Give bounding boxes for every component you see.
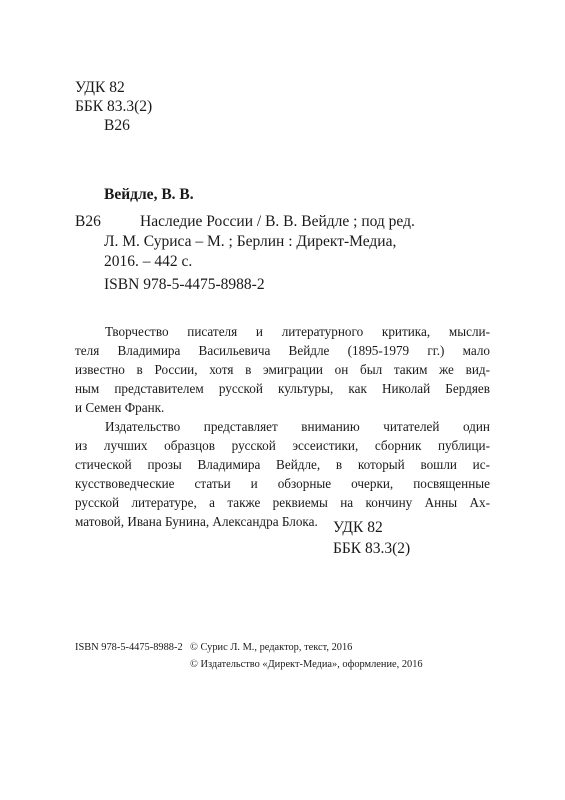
bibliographic-year-line: 2016. – 442 с. xyxy=(104,253,193,270)
annotation-line: русской литературе, а также реквиемы на кончину Анны Ах- xyxy=(75,495,490,510)
annotation xyxy=(75,322,490,531)
isbn-footer: ISBN 978-5-4475-8988-2 xyxy=(75,642,183,653)
bibliographic-title-line: Наследие России / В. В. Вейдле ; под ред. xyxy=(140,213,415,230)
author-mark: В26 xyxy=(75,213,101,230)
author-mark-top: В26 xyxy=(104,117,130,134)
annotation-line: ным представителем русской культуры, как Николай Бердяев xyxy=(75,381,490,396)
bbk-code-bottom: ББК 83.3(2) xyxy=(333,540,411,557)
annotation-line: Творчество писателя и литературного критика, мысли- xyxy=(105,324,490,339)
author-heading: Вейдле, В. В. xyxy=(104,186,194,203)
copyright-editor: © Сурис Л. М., редактор, текст, 2016 xyxy=(190,642,353,653)
annotation-line: матовой, Ивана Бунина, Александра Блока. xyxy=(75,514,318,529)
annotation-line: и Семен Франк. xyxy=(75,400,165,415)
copyright-publisher: © Издательство «Директ-Медиа», оформление, 2016 xyxy=(190,659,423,670)
annotation-line: теля Владимира Васильевича Вейдле (1895-1979 гг.) мало xyxy=(75,343,490,358)
annotation-line: кусствоведческие статьи и обзорные очерки, посвященные xyxy=(75,476,490,491)
udk-code-top: УДК 82 xyxy=(75,79,125,96)
annotation-line: стической прозы Владимира Вейдле, в который вошли ис- xyxy=(75,457,490,472)
annotation-line: известно в России, хотя в эмиграции он был таким же вид- xyxy=(75,362,490,377)
isbn-main: ISBN 978-5-4475-8988-2 xyxy=(104,276,265,293)
udk-code-bottom: УДК 82 xyxy=(333,519,383,536)
annotation-line: Издательство представляет вниманию читателей один xyxy=(105,419,490,434)
bbk-code-top: ББК 83.3(2) xyxy=(75,98,153,115)
annotation-paragraph-2 xyxy=(75,417,490,531)
annotation-line: из лучших образцов русской эссеистики, сборник публици- xyxy=(75,438,490,453)
annotation-paragraph-1 xyxy=(75,322,490,417)
bibliographic-publisher-line: Л. М. Суриса – М. ; Берлин : Директ-Медиа, xyxy=(104,233,397,250)
